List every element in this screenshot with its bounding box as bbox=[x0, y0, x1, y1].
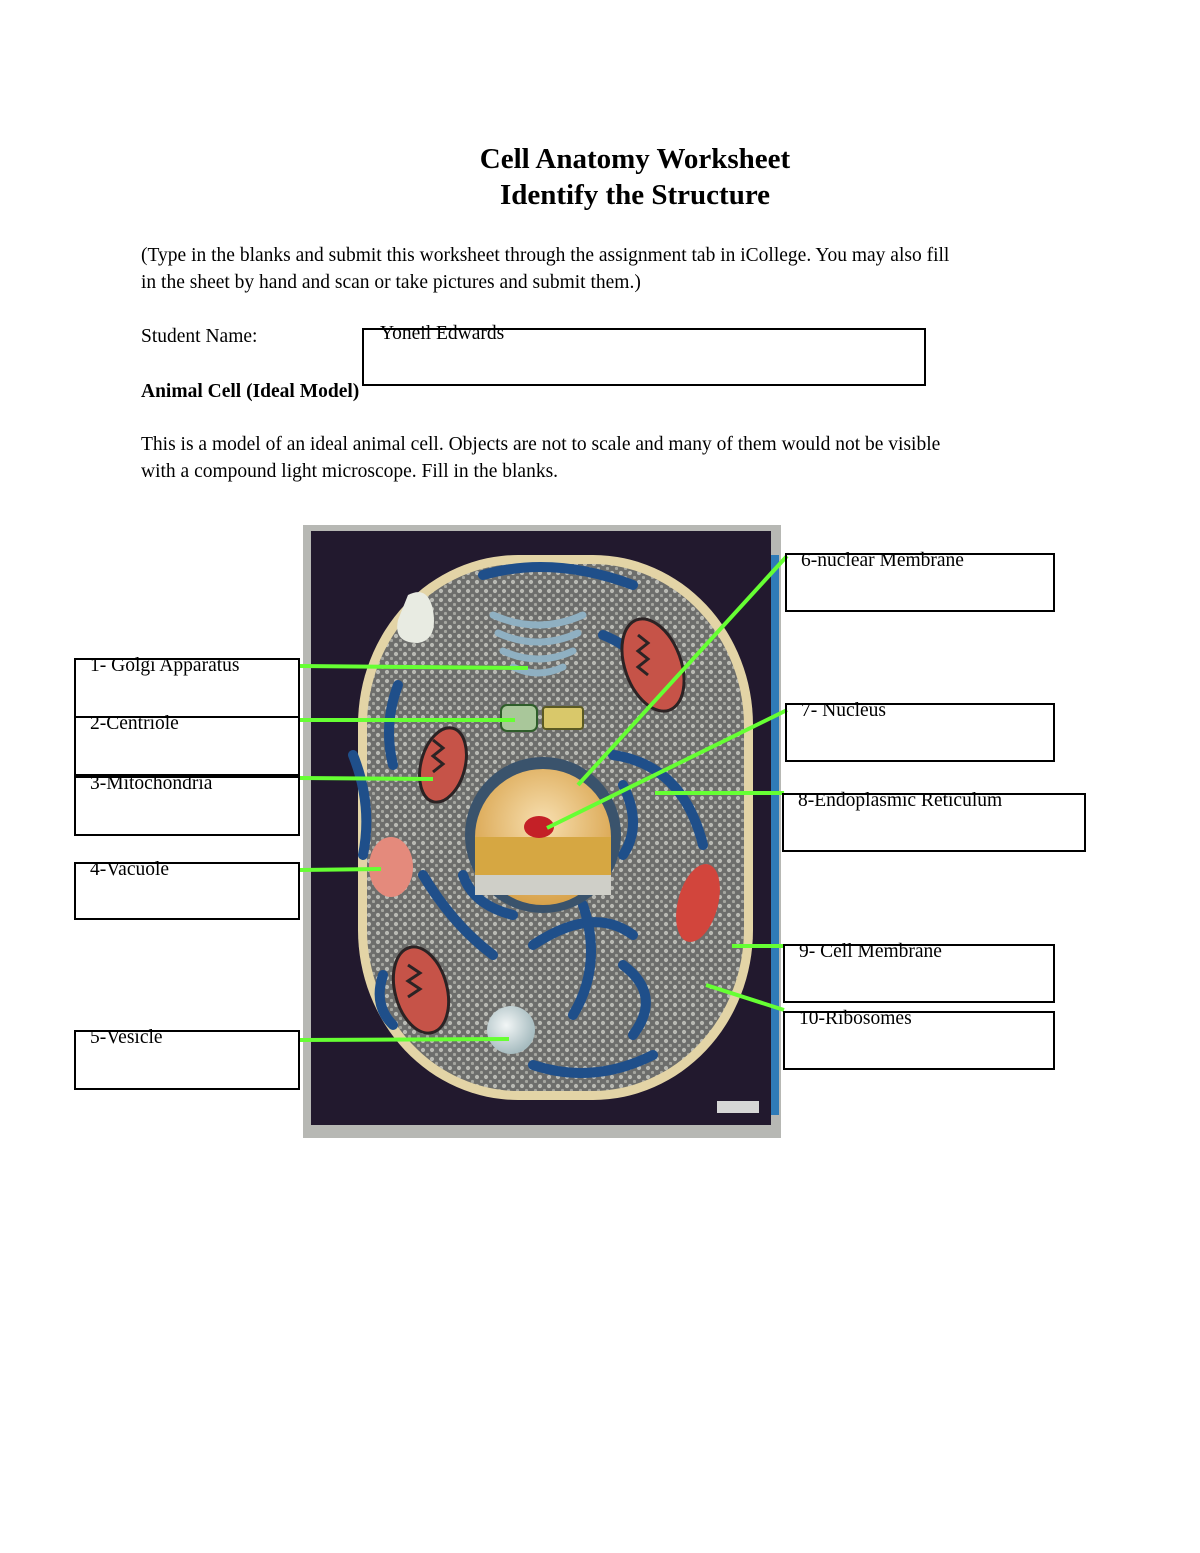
leader-nucleus bbox=[547, 710, 787, 828]
leader-nuclear-membrane bbox=[578, 556, 787, 785]
student-name-value: Yoneil Edwards bbox=[380, 323, 505, 344]
label-text: 6-nuclear Membrane bbox=[801, 550, 964, 571]
label-text: 1- Golgi Apparatus bbox=[90, 655, 240, 676]
instructions-line-1: (Type in the blanks and submit this worksheet through the assignment tab in iCollege. You may also fill bbox=[141, 245, 950, 266]
label-text: 4-Vacuole bbox=[90, 859, 170, 880]
label-box-centriole[interactable] bbox=[74, 713, 300, 776]
label-box-vacuole[interactable] bbox=[74, 859, 300, 920]
label-box-nuclear-membrane[interactable] bbox=[785, 550, 1055, 612]
label-text: 8-Endoplasmic Reticulum bbox=[798, 790, 1003, 811]
worksheet-subtitle: Identify the Structure bbox=[499, 179, 771, 211]
label-text: 3-Mitochondria bbox=[90, 773, 213, 794]
leader-golgi bbox=[300, 666, 528, 668]
label-box-cell-membrane[interactable] bbox=[783, 941, 1055, 1003]
leader-ribosomes bbox=[706, 985, 784, 1010]
label-box-nucleus[interactable] bbox=[785, 700, 1055, 762]
leader-mitochondria bbox=[300, 778, 433, 779]
label-text: 9- Cell Membrane bbox=[799, 941, 942, 962]
label-box-endoplasmic-reticulum[interactable] bbox=[782, 790, 1086, 852]
label-text: 2-Centriole bbox=[90, 713, 179, 734]
label-text: 10-Ribosomes bbox=[799, 1008, 912, 1029]
leader-vesicle bbox=[300, 1039, 509, 1040]
leader-vacuole bbox=[300, 869, 381, 870]
label-box-ribosomes[interactable] bbox=[783, 1008, 1055, 1070]
description-line-2: with a compound light microscope. Fill in the blanks. bbox=[141, 461, 559, 482]
label-box-mitochondria[interactable] bbox=[74, 773, 300, 836]
description-line-1: This is a model of an ideal animal cell. Objects are not to scale and many of them would not be visible bbox=[141, 434, 941, 455]
label-text: 7- Nucleus bbox=[801, 700, 887, 721]
instructions-line-2: in the sheet by hand and scan or take pictures and submit them.) bbox=[141, 272, 641, 293]
label-box-vesicle[interactable] bbox=[74, 1027, 300, 1090]
label-box-golgi[interactable] bbox=[74, 655, 300, 718]
label-text: 5-Vesicle bbox=[90, 1027, 163, 1048]
worksheet-title: Cell Anatomy Worksheet bbox=[479, 143, 791, 175]
student-name-label: Student Name: bbox=[141, 326, 258, 347]
section-heading: Animal Cell (Ideal Model) bbox=[141, 381, 360, 402]
